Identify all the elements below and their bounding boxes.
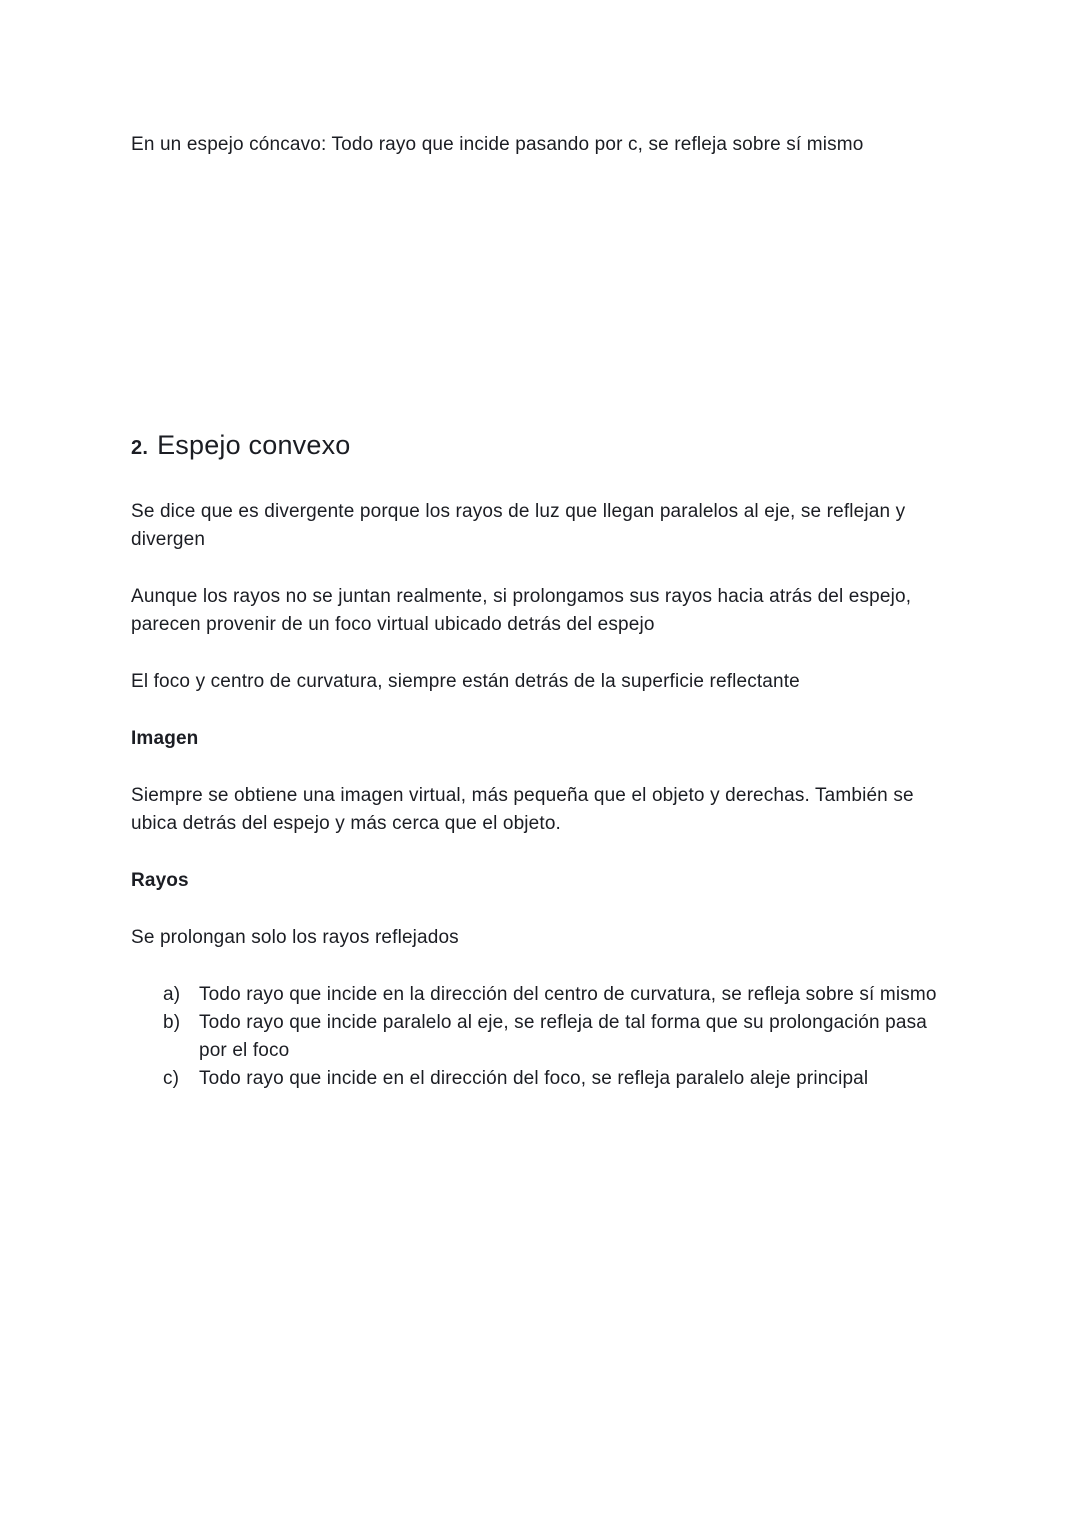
list-item-text: Todo rayo que incide en el dirección del foco, se refleja paralelo aleje principal	[199, 1068, 869, 1089]
paragraph-centro-curvatura: El foco y centro de curvatura, siempre están detrás de la superficie reflectante	[131, 671, 800, 692]
paragraph-divergente: Se dice que es divergente porque los rayos de luz que llegan paralelos al eje, se reflejan y divergen	[131, 501, 906, 550]
intro-paragraph: En un espejo cóncavo: Todo rayo que incide pasando por c, se refleja sobre sí mismo	[131, 134, 864, 155]
list-item-marker: c)	[163, 1068, 180, 1089]
section-heading	[131, 428, 949, 465]
list-item-text: Todo rayo que incide paralelo al eje, se refleja de tal forma que su prolongación pasa por el foco	[199, 1012, 927, 1061]
list-item	[131, 1009, 949, 1065]
list-item	[131, 981, 949, 1009]
section-number: 2.	[131, 437, 149, 459]
ray-rules-list	[131, 981, 949, 1093]
page-content	[131, 131, 949, 1093]
list-item	[131, 1065, 949, 1093]
section-title: Espejo convexo	[157, 430, 351, 460]
blank-figure-space	[131, 188, 949, 428]
imagen-paragraph: Siempre se obtiene una imagen virtual, más pequeña que el objeto y derechas. También se ubica detrás del espejo y más cerca que el objeto.	[131, 785, 914, 834]
rayos-paragraph: Se prolongan solo los rayos reflejados	[131, 927, 459, 948]
paragraph-foco-virtual: Aunque los rayos no se juntan realmente, si prolongamos sus rayos hacia atrás del espejo, parecen provenir de un foco virtual ubicado detrás del espejo	[131, 586, 912, 635]
rayos-heading: Rayos	[131, 870, 189, 891]
list-item-text: Todo rayo que incide en la dirección del centro de curvatura, se refleja sobre sí mismo	[199, 984, 937, 1005]
list-item-marker: b)	[163, 1012, 181, 1033]
imagen-heading: Imagen	[131, 728, 199, 749]
list-item-marker: a)	[163, 984, 181, 1005]
